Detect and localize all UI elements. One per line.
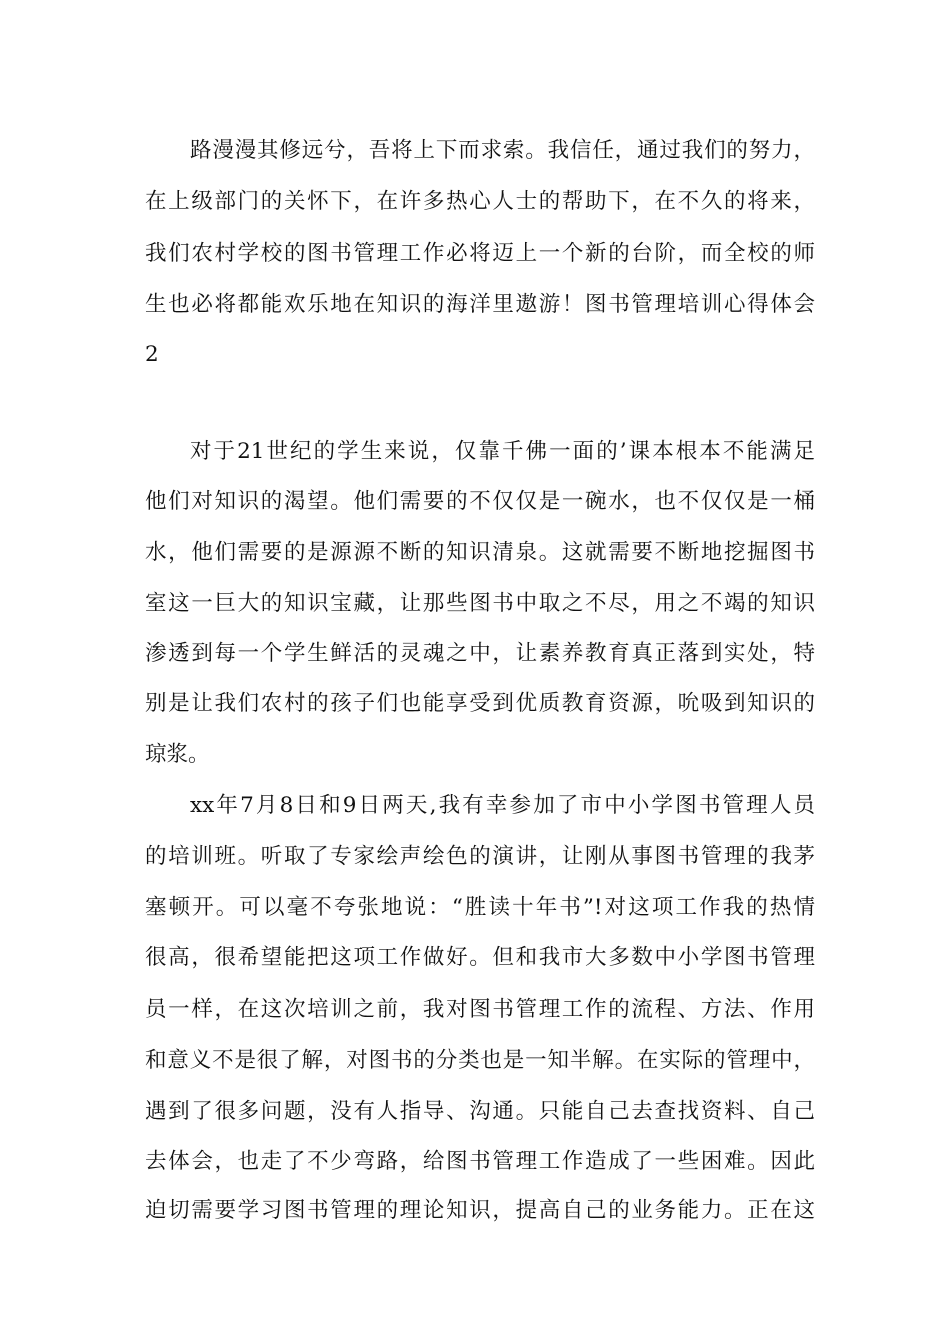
paragraph-2-line-5: 渗透到每一个学生鲜活的灵魂之中，让素养教育真正落到实处，特 [145, 641, 815, 666]
paragraph-1-line-5: 2 [145, 342, 159, 367]
paragraph-3-line-9: 迫切需要学习图书管理的理论知识，提高自己的业务能力。正在这 [145, 1198, 815, 1223]
paragraph-3-line-8: 去体会，也走了不少弯路，给图书管理工作造成了一些困难。因此 [145, 1149, 815, 1174]
paragraph-2-line-3: 水，他们需要的是源源不断的知识清泉。这就需要不断地挖掘图书 [145, 540, 815, 565]
paragraph-1-line-3: 我们农村学校的图书管理工作必将迈上一个新的台阶，而全校的师 [145, 241, 815, 266]
paragraph-3-line-1: xx年7月8日和9日两天,我有幸参加了市中小学图书管理人员 [190, 793, 815, 818]
paragraph-2-line-7: 琼浆。 [145, 742, 210, 767]
paragraph-1-line-4: 生也必将都能欢乐地在知识的海洋里遨游！图书管理培训心得体会 [145, 292, 815, 317]
paragraph-3-line-2: 的培训班。听取了专家绘声绘色的演讲，让刚从事图书管理的我茅 [145, 844, 815, 869]
paragraph-1-line-2: 在上级部门的关怀下，在许多热心人士的帮助下，在不久的将来， [145, 189, 815, 214]
paragraph-3-line-4: 很高，很希望能把这项工作做好。但和我市大多数中小学图书管理 [145, 945, 815, 970]
paragraph-3-line-6: 和意义不是很了解，对图书的分类也是一知半解。在实际的管理中， [145, 1048, 815, 1073]
paragraph-2-line-4: 室这一巨大的知识宝藏，让那些图书中取之不尽，用之不竭的知识 [145, 591, 815, 616]
paragraph-3-line-7: 遇到了很多问题，没有人指导、沟通。只能自己去查找资料、自己 [145, 1099, 815, 1124]
paragraph-3-line-5: 员一样，在这次培训之前，我对图书管理工作的流程、方法、作用 [145, 997, 815, 1022]
paragraph-2-line-2: 他们对知识的渴望。他们需要的不仅仅是一碗水，也不仅仅是一桶 [145, 489, 815, 514]
paragraph-2-line-6: 别是让我们农村的孩子们也能享受到优质教育资源，吮吸到知识的 [145, 691, 815, 716]
paragraph-2-line-1: 对于21世纪的学生来说，仅靠千佛一面的’课本根本不能满足 [190, 439, 815, 464]
paragraph-3-line-3: 塞顿开。可以毫不夸张地说：“胜读十年书”!对这项工作我的热情 [145, 895, 815, 920]
paragraph-1-line-1: 路漫漫其修远兮，吾将上下而求索。我信任，通过我们的努力， [190, 138, 815, 163]
